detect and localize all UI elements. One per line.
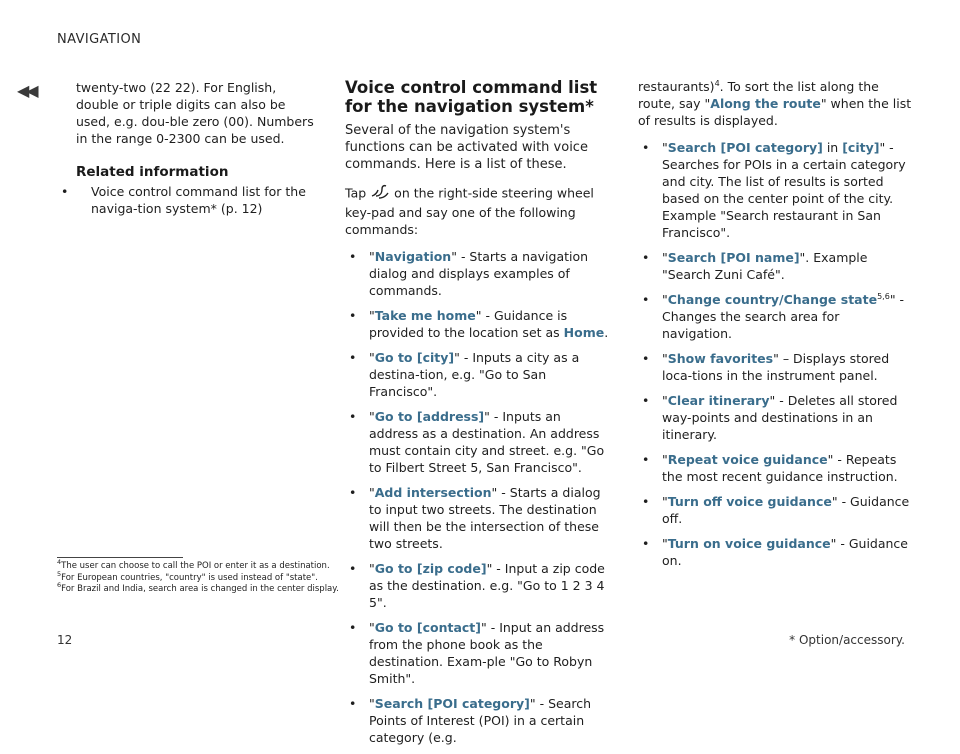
footnote: $^6$For Brazil and India, search area is changed in the center display. bbox=[57, 581, 339, 594]
continued-paragraph: restaurants)$^4$. To sort the list along the route, say "Along the route" when the list of results is displayed. bbox=[638, 78, 912, 128]
command-list-tail bbox=[638, 350, 913, 569]
tap-instruction: Tap on the right-side steering wheel key-pad and say one of the following commands: bbox=[345, 185, 594, 237]
command-text: Go to [city] bbox=[374, 350, 455, 365]
left-column bbox=[61, 79, 316, 225]
related-information-heading: Related information bbox=[76, 164, 229, 180]
command-item: • "Go to [contact]" - Input an address from the phone book as the destination. Exam-ple "Go to Robyn Smith". bbox=[349, 620, 605, 686]
command-text: Go to [contact] bbox=[374, 620, 481, 635]
footnote-divider bbox=[57, 557, 183, 558]
command-text: Go to [address] bbox=[374, 409, 485, 424]
page-title: Voice control command list for the navigation system* bbox=[345, 78, 598, 116]
footnote: $^4$The user can choose to call the POI or enter it as a destination. bbox=[57, 558, 330, 571]
command-text: Turn off voice guidance bbox=[667, 494, 832, 509]
double-chevron-left-icon[interactable]: ◀◀ bbox=[17, 81, 36, 100]
footnote: $^5$For European countries, "country" is used instead of "state". bbox=[57, 569, 318, 583]
right-column bbox=[638, 78, 913, 577]
command-text: Take me home bbox=[374, 308, 476, 323]
command-text: Navigation bbox=[374, 249, 452, 264]
related-link[interactable]: • Voice control command list for the naviga-tion system* (p. 12) bbox=[61, 184, 306, 216]
continued-paragraph: twenty-two (22 22). For English, double or triple digits can also be used, e.g. dou-ble zero (00). Numbers in the range 0-2300 can be used. bbox=[76, 80, 314, 146]
command-item: • "Go to [city]" - Inputs a city as a destina-tion, e.g. "Go to San Francisco". bbox=[349, 350, 580, 399]
command-text: Turn on voice guidance bbox=[667, 536, 831, 551]
command-list-continued bbox=[638, 139, 913, 342]
command-item: • "Search [POI name]". Example "Search Zuni Café". bbox=[642, 250, 868, 282]
page-number: 12 bbox=[57, 633, 73, 647]
command-item: • "Change country/Change state$^{5,6}$" - Changes the search area for navigation. bbox=[642, 291, 905, 341]
command-text: Show favorites bbox=[667, 351, 774, 366]
footnotes bbox=[57, 558, 339, 596]
command-item: • "Turn off voice guidance" - Guidance off. bbox=[642, 494, 910, 526]
command-text: Clear itinerary bbox=[667, 393, 770, 408]
command-item: • "Show favorites" – Displays stored loca-tions in the instrument panel. bbox=[642, 351, 890, 383]
command-item: • "Search [POI category]" - Search Points of Interest (POI) in a certain category (e.g. bbox=[349, 696, 592, 745]
command-text: Add intersection bbox=[374, 485, 492, 500]
middle-column bbox=[345, 78, 613, 754]
related-list bbox=[61, 183, 316, 217]
command-item: • "Clear itinerary" - Deletes all stored way-points and destinations in an itinerary. bbox=[642, 393, 898, 442]
command-item: • "Repeat voice guidance" - Repeats the most recent guidance instruction. bbox=[642, 452, 898, 484]
command-item: • "Search [POI category] in [city]" - Searches for POIs in a certain category and city. The list of results is sorted based on the center point of the city. Example "Search restaurant in San Francisco". bbox=[642, 140, 906, 240]
command-along-the-route: Along the route bbox=[710, 96, 821, 111]
command-item: • "Add intersection" - Starts a dialog to input two streets. The destination will then be the intersection of these two streets. bbox=[349, 485, 601, 551]
command-item: • "Take me home" - Guidance is provided to the location set as Home. bbox=[349, 308, 609, 340]
command-item: • "Go to [zip code]" - Input a zip code as the destination. e.g. "Go to 1 2 3 4 5". bbox=[349, 561, 605, 610]
command-text: Search [POI category] bbox=[374, 696, 530, 711]
command-item: • "Navigation" - Starts a navigation dialog and displays examples of commands. bbox=[349, 249, 589, 298]
command-item: • "Go to [address]" - Inputs an address as a destination. An address must contain city and street. e.g. "Go to Filbert Street 5, San Francisco". bbox=[349, 409, 605, 475]
command-item: • "Turn on voice guidance" - Guidance on. bbox=[642, 536, 908, 568]
voice-control-icon bbox=[370, 184, 390, 204]
option-accessory-note: * Option/accessory. bbox=[789, 633, 905, 647]
command-list bbox=[345, 248, 613, 746]
section-header: NAVIGATION bbox=[57, 32, 142, 47]
intro-paragraph: Several of the navigation system's functions can be activated with voice commands. Here is a list of these. bbox=[345, 123, 588, 172]
command-text: Repeat voice guidance bbox=[667, 452, 828, 467]
command-text: Go to [zip code] bbox=[374, 561, 487, 576]
